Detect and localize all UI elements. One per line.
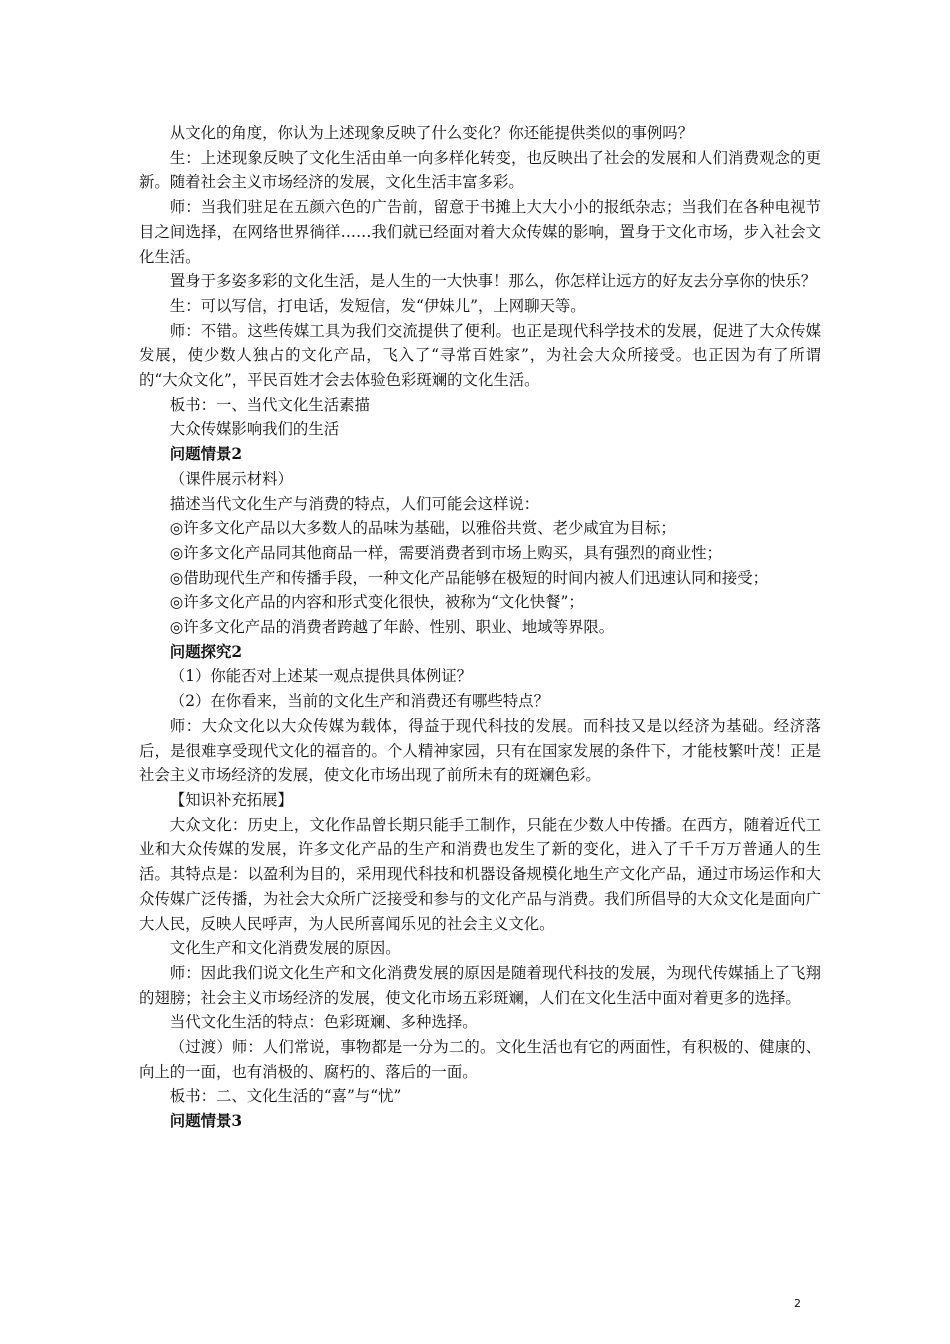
list-item: ◎借助现代生产和传播手段，一种文化产品能够在极短的时间内被人们迅速认同和接受； [169,568,769,587]
list-item: （1）你能否对上述某一观点提供具体例证？ [169,667,473,686]
section-heading: 问题情景3 [169,1112,243,1131]
blackboard-note: 板书：一、当代文化生活素描 [169,395,370,414]
paragraph: 当代文化生活的特点：色彩斑斓、多种选择。 [169,1013,478,1032]
paragraph: 师：不错。这些传媒工具为我们交流提供了便利。也正是现代科学技术的发展，促进了大众传媒发展，使少数人独占的文化产品，飞入了“寻常百姓家”，为社会大众所接受。也正因为有了所谓的“大众文化”，平民百姓才会去体验色彩斑斓的文化生活。 [139,321,821,390]
paragraph: 师：当我们驻足在五颜六色的广告前，留意于书摊上大大小小的报纸杂志；当我们在各种电视节目之间选择，在网络世界徜徉……我们就已经面对着大众传媒的影响，置身于文化市场，步入社会文化生活。 [139,198,821,266]
paragraph: 从文化的角度，你认为上述现象反映了什么变化？你还能提供类似的事例吗？ [169,124,694,142]
paragraph: 生：上述现象反映了文化生活由单一向多样化转变，也反映出了社会的发展和人们消费观念的更新。随着社会主义市场经济的发展，文化生活丰富多彩。 [139,148,821,192]
list-item: ◎许多文化产品以大多数人的品味为基础，以雅俗共赏、老少咸宜为目标； [169,519,676,538]
section-heading: 问题情景2 [169,445,243,464]
paragraph: 师：因此我们说文化生产和文化消费发展的原因是随着现代科技的发展，为现代传媒插上了飞翔的翅膀；社会主义市场经济的发展，使文化市场五彩斑斓，人们在文化生活中面对着更多的选择。 [139,963,821,1007]
paragraph: （课件展示材料） [169,469,293,488]
paragraph: 置身于多姿多彩的文化生活，是人生的一大快事！那么，你怎样让远方的好友去分享你的快乐？ [169,272,817,291]
list-item: ◎许多文化产品的消费者跨越了年龄、性别、职业、地域等界限。 [169,618,615,637]
list-item: ◎许多文化产品的内容和形式变化很快，被称为“文化快餐”； [169,593,584,612]
page-number: 2 [794,1297,801,1310]
paragraph: 描述当代文化生产与消费的特点，人们可能会这样说： [169,494,540,513]
paragraph: 【知识补充拓展】 [169,790,293,809]
paragraph: 大众文化：历史上，文化作品曾长期只能手工制作，只能在少数人中传播。在西方，随着近代工业和大众传媒的发展，许多文化产品的生产和消费也发生了新的变化，进入了千千万万普通人的生活。其特点是：以盈利为目的，采用现代科技和机器设备规模化地生产文化产品，通过市场运作和大众传媒广泛传播，为社会大众所广泛接受和参与的文化产品与消费。我们所倡导的大众文化是面向广大人民，反映人民呼声，为人民所喜闻乐见的社会主义文化。 [139,815,821,933]
paragraph: （过渡）师：人们常说，事物都是一分为二的。文化生活也有它的两面性，有积极的、健康的、向上的一面，也有消极的、腐朽的、落后的一面。 [139,1038,821,1081]
document-body [139,121,821,1134]
paragraph: 生：可以写信，打电话，发短信，发“伊妹儿”，上网聊天等。 [169,296,586,315]
paragraph: 文化生产和文化消费发展的原因。 [169,939,401,958]
paragraph: 师：大众文化以大众传媒为载体，得益于现代科技的发展。而科技又是以经济为基础。经济落后，是很难享受现代文化的福音的。个人精神家园，只有在国家发展的条件下，才能枝繁叶茂！正是社会主义市场经济的发展，使文化市场出现了前所未有的斑斓色彩。 [139,716,821,785]
paragraph: 大众传媒影响我们的生活 [169,420,340,439]
list-item: （2）在你看来，当前的文化生产和消费还有哪些特点？ [169,692,549,711]
list-item: ◎许多文化产品同其他商品一样，需要消费者到市场上购买，具有强烈的商业性； [169,543,722,562]
section-heading: 问题探究2 [169,642,243,661]
blackboard-note: 板书：二、文化生活的“喜”与“忧” [169,1087,402,1106]
